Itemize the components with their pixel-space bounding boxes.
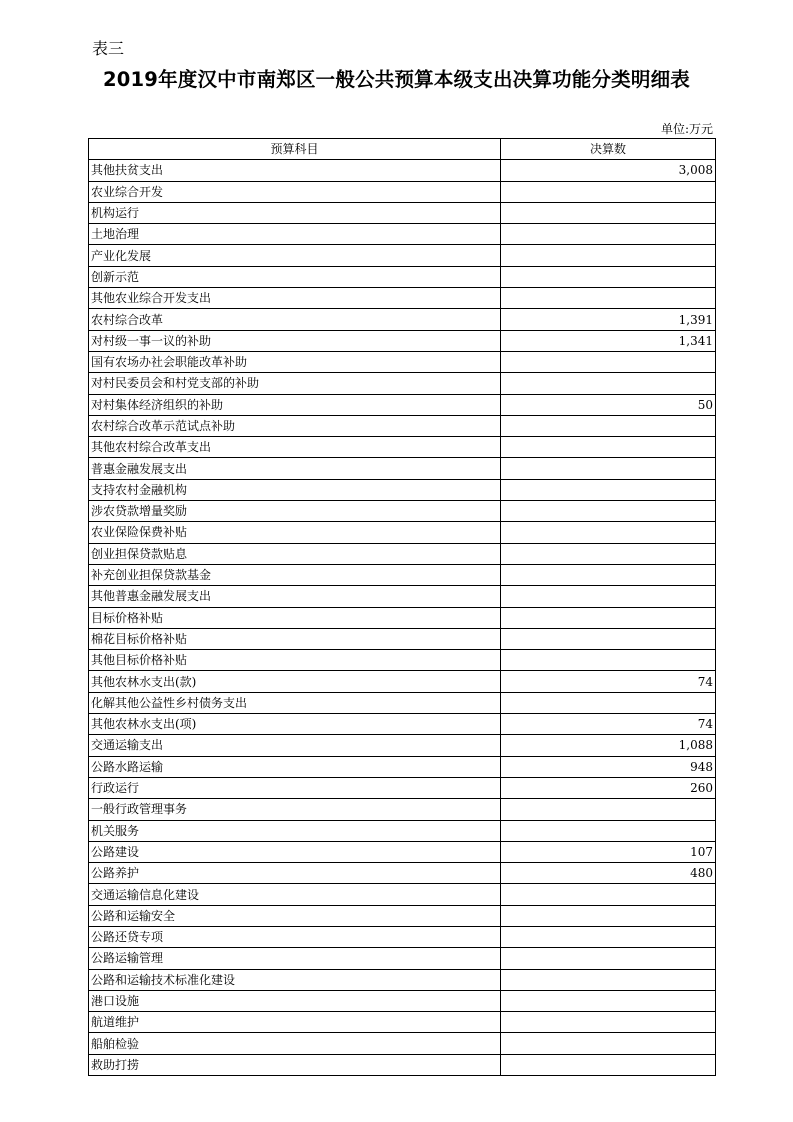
- row-subject: 其他普惠金融发展支出: [89, 586, 501, 607]
- row-subject: 机关服务: [89, 820, 501, 841]
- table-row: [89, 1012, 716, 1033]
- row-amount: [501, 884, 716, 905]
- table-row: [89, 586, 716, 607]
- row-amount: [501, 543, 716, 564]
- table-row: [89, 650, 716, 671]
- row-subject: 支持农村金融机构: [89, 479, 501, 500]
- row-amount: [501, 586, 716, 607]
- row-subject: 船舶检验: [89, 1033, 501, 1054]
- header-amount: 决算数: [501, 139, 716, 160]
- row-subject: 交通运输信息化建设: [89, 884, 501, 905]
- table-row: [89, 543, 716, 564]
- row-amount: [501, 990, 716, 1011]
- row-subject: 公路运输管理: [89, 948, 501, 969]
- table-row: [89, 202, 716, 223]
- row-amount: [501, 1033, 716, 1054]
- table-body: [89, 160, 716, 1076]
- row-subject: 产业化发展: [89, 245, 501, 266]
- row-amount: [501, 373, 716, 394]
- table-row: [89, 863, 716, 884]
- row-amount: 3,008: [501, 160, 716, 181]
- table-row: [89, 479, 716, 500]
- table-row: [89, 692, 716, 713]
- row-subject: 对村级一事一议的补助: [89, 330, 501, 351]
- page-title: 2019年度汉中市南郑区一般公共预算本级支出决算功能分类明细表: [103, 68, 690, 91]
- row-amount: [501, 799, 716, 820]
- header-subject: 预算科目: [89, 139, 501, 160]
- row-amount: [501, 820, 716, 841]
- row-subject: 其他农林水支出(款): [89, 671, 501, 692]
- row-subject: 其他扶贫支出: [89, 160, 501, 181]
- row-subject: 对村集体经济组织的补助: [89, 394, 501, 415]
- row-subject: 农业综合开发: [89, 181, 501, 202]
- row-subject: 机构运行: [89, 202, 501, 223]
- table-row: [89, 607, 716, 628]
- row-subject: 化解其他公益性乡村债务支出: [89, 692, 501, 713]
- table-row: [89, 224, 716, 245]
- table-row: [89, 437, 716, 458]
- row-subject: 农业保险保费补贴: [89, 522, 501, 543]
- row-subject: 其他农村综合改革支出: [89, 437, 501, 458]
- row-amount: [501, 905, 716, 926]
- table-row: [89, 181, 716, 202]
- row-amount: [501, 501, 716, 522]
- row-subject: 创新示范: [89, 266, 501, 287]
- row-amount: [501, 415, 716, 436]
- table-row: [89, 756, 716, 777]
- table-row: [89, 1054, 716, 1075]
- table-row: [89, 394, 716, 415]
- row-subject: 救助打捞: [89, 1054, 501, 1075]
- row-amount: 480: [501, 863, 716, 884]
- row-amount: 1,088: [501, 735, 716, 756]
- row-subject: 行政运行: [89, 777, 501, 798]
- table-row: [89, 990, 716, 1011]
- row-amount: [501, 266, 716, 287]
- row-amount: [501, 245, 716, 266]
- row-subject: 创业担保贷款贴息: [89, 543, 501, 564]
- row-amount: 1,341: [501, 330, 716, 351]
- row-amount: [501, 224, 716, 245]
- row-subject: 一般行政管理事务: [89, 799, 501, 820]
- row-amount: 948: [501, 756, 716, 777]
- table-row: [89, 926, 716, 947]
- row-subject: 公路水路运输: [89, 756, 501, 777]
- table-header-row: [89, 139, 716, 160]
- row-subject: 公路和运输安全: [89, 905, 501, 926]
- budget-table: [88, 138, 716, 1076]
- row-amount: [501, 202, 716, 223]
- table-row: [89, 266, 716, 287]
- table-row: [89, 501, 716, 522]
- table-row: [89, 905, 716, 926]
- row-amount: [501, 1012, 716, 1033]
- row-subject: 普惠金融发展支出: [89, 458, 501, 479]
- row-subject: 其他目标价格补贴: [89, 650, 501, 671]
- row-subject: 目标价格补贴: [89, 607, 501, 628]
- row-subject: 其他农林水支出(项): [89, 714, 501, 735]
- table-label: 表三: [92, 39, 125, 58]
- row-subject: 公路养护: [89, 863, 501, 884]
- row-amount: [501, 437, 716, 458]
- row-subject: 农村综合改革: [89, 309, 501, 330]
- table-row: [89, 714, 716, 735]
- table-row: [89, 330, 716, 351]
- row-amount: [501, 969, 716, 990]
- row-subject: 其他农业综合开发支出: [89, 288, 501, 309]
- row-subject: 农村综合改革示范试点补助: [89, 415, 501, 436]
- row-amount: 107: [501, 841, 716, 862]
- row-subject: 国有农场办社会职能改革补助: [89, 351, 501, 372]
- table-row: [89, 841, 716, 862]
- unit-note: 单位:万元: [660, 122, 713, 136]
- table-row: [89, 458, 716, 479]
- table-row: [89, 884, 716, 905]
- row-amount: 74: [501, 714, 716, 735]
- table-row: [89, 245, 716, 266]
- table-row: [89, 415, 716, 436]
- row-amount: [501, 479, 716, 500]
- table-row: [89, 671, 716, 692]
- row-amount: [501, 181, 716, 202]
- row-subject: 公路和运输技术标准化建设: [89, 969, 501, 990]
- row-amount: [501, 628, 716, 649]
- row-amount: 50: [501, 394, 716, 415]
- row-amount: [501, 948, 716, 969]
- row-amount: [501, 522, 716, 543]
- row-amount: 260: [501, 777, 716, 798]
- table-row: [89, 777, 716, 798]
- row-subject: 交通运输支出: [89, 735, 501, 756]
- row-subject: 航道维护: [89, 1012, 501, 1033]
- row-amount: [501, 288, 716, 309]
- table-row: [89, 735, 716, 756]
- row-amount: [501, 650, 716, 671]
- row-amount: 74: [501, 671, 716, 692]
- table-row: [89, 1033, 716, 1054]
- row-amount: [501, 926, 716, 947]
- table-row: [89, 522, 716, 543]
- table-row: [89, 309, 716, 330]
- table-row: [89, 969, 716, 990]
- table-row: [89, 373, 716, 394]
- row-subject: 涉农贷款增量奖励: [89, 501, 501, 522]
- row-amount: [501, 564, 716, 585]
- table-row: [89, 799, 716, 820]
- row-amount: [501, 351, 716, 372]
- row-subject: 对村民委员会和村党支部的补助: [89, 373, 501, 394]
- row-subject: 港口设施: [89, 990, 501, 1011]
- table-row: [89, 351, 716, 372]
- table-row: [89, 948, 716, 969]
- row-amount: [501, 607, 716, 628]
- table-row: [89, 628, 716, 649]
- row-subject: 棉花目标价格补贴: [89, 628, 501, 649]
- row-amount: [501, 458, 716, 479]
- row-amount: [501, 692, 716, 713]
- table-row: [89, 564, 716, 585]
- table-row: [89, 288, 716, 309]
- row-subject: 补充创业担保贷款基金: [89, 564, 501, 585]
- row-subject: 土地治理: [89, 224, 501, 245]
- row-subject: 公路还贷专项: [89, 926, 501, 947]
- row-amount: [501, 1054, 716, 1075]
- row-subject: 公路建设: [89, 841, 501, 862]
- row-amount: 1,391: [501, 309, 716, 330]
- table-row: [89, 160, 716, 181]
- table-row: [89, 820, 716, 841]
